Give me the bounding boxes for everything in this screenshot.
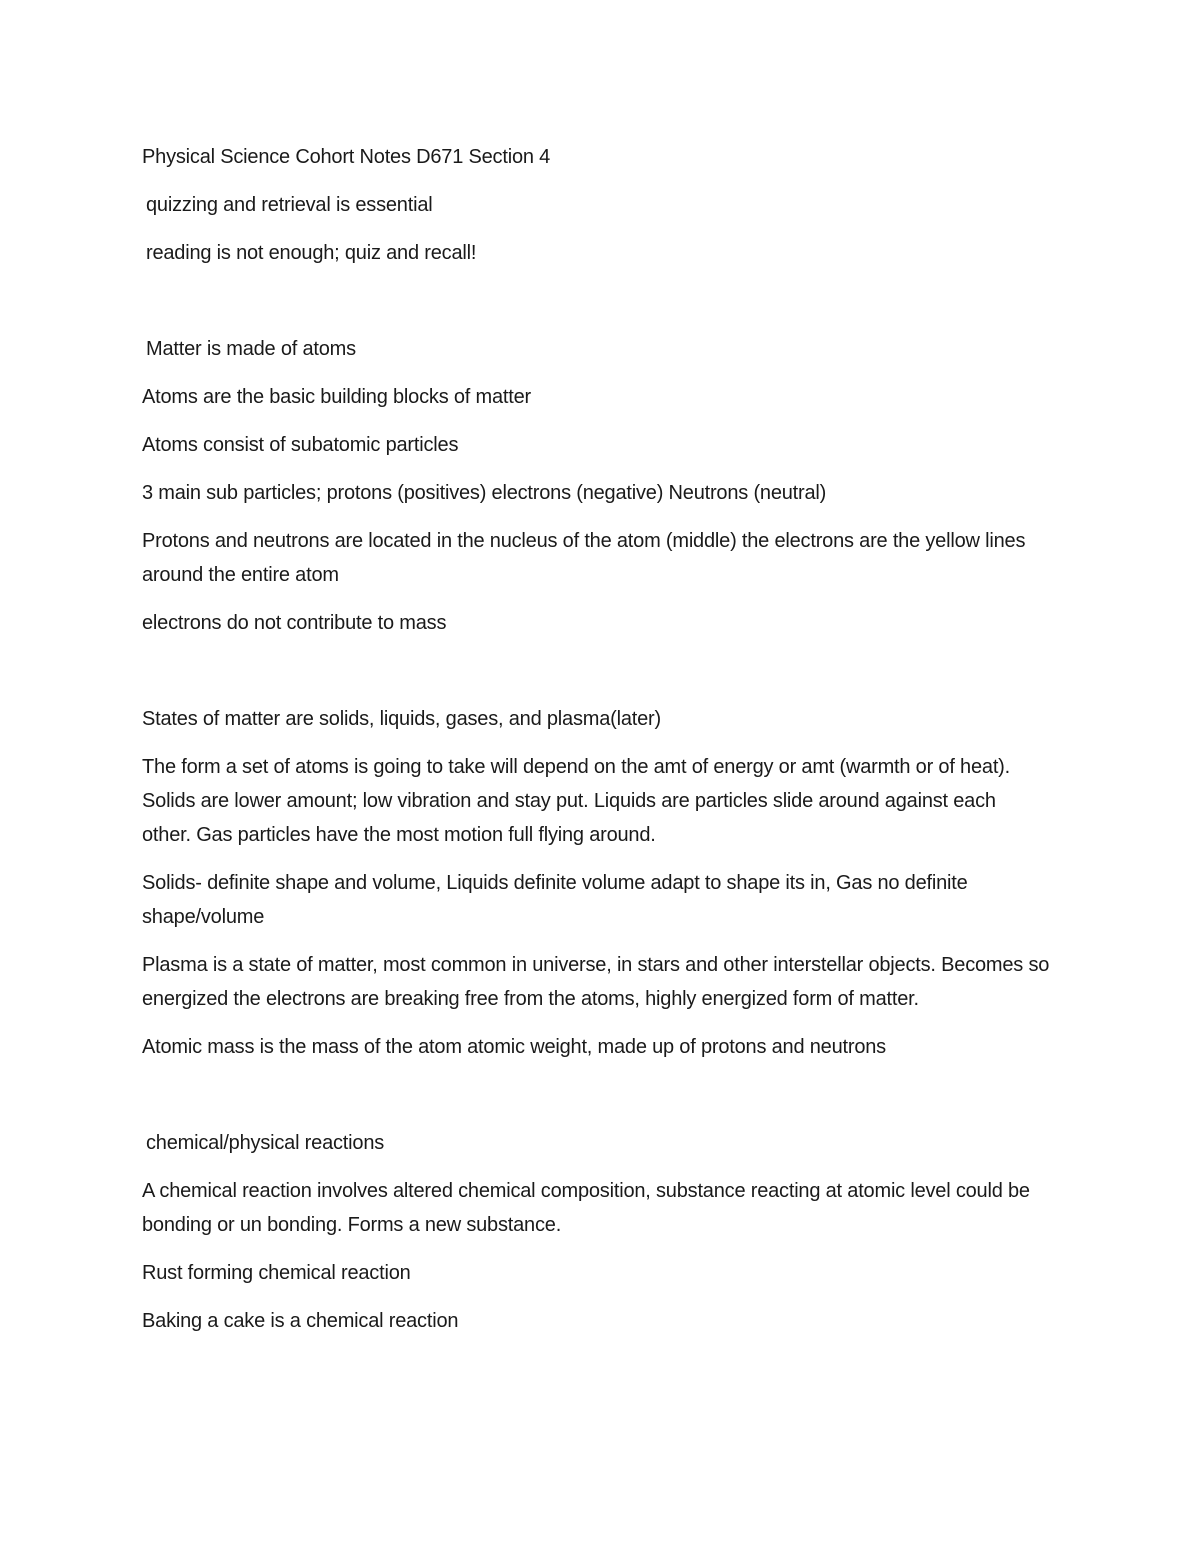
blank-line [142, 1078, 1050, 1126]
blank-line [142, 654, 1050, 702]
section-heading-matter: Matter is made of atoms [146, 338, 356, 360]
document-title: Physical Science Cohort Notes D671 Section 4 [142, 146, 551, 168]
note-line: Atoms are the basic building blocks of matter [142, 386, 531, 408]
note-line: Atoms consist of subatomic particles [142, 434, 459, 456]
note-paragraph: Protons and neutrons are located in the nucleus of the atom (middle) the electrons are the yellow lines around the entire atom [142, 530, 1026, 586]
note-paragraph: A chemical reaction involves altered chemical composition, substance reacting at atomic level could be bonding or un bonding. Forms a new substance. [142, 1180, 1030, 1236]
section-heading-states: States of matter are solids, liquids, gases, and plasma(later) [142, 708, 661, 730]
note-paragraph: The form a set of atoms is going to take will depend on the amt of energy or amt (warmth or of heat). Solids are lower amount; low vibration and stay put. Liquids are particles slide around against each other. Gas particles have the most motion full flying around. [142, 756, 1011, 846]
note-paragraph: Plasma is a state of matter, most common in universe, in stars and other interstellar objects. Becomes so energized the electrons are breaking free from the atoms, highly energized form of matter. [142, 954, 1050, 1010]
note-line: 3 main sub particles; protons (positives) electrons (negative) Neutrons (neutral) [142, 482, 827, 504]
note-line: Atomic mass is the mass of the atom atomic weight, made up of protons and neutrons [142, 1036, 886, 1058]
note-paragraph: Solids- definite shape and volume, Liquids definite volume adapt to shape its in, Gas no definite shape/volume [142, 872, 968, 928]
note-line: quizzing and retrieval is essential [146, 194, 433, 216]
section-heading-reactions: chemical/physical reactions [146, 1132, 385, 1154]
note-line: Baking a cake is a chemical reaction [142, 1310, 459, 1332]
blank-line [142, 284, 1050, 332]
note-line: electrons do not contribute to mass [142, 612, 447, 634]
note-line: Rust forming chemical reaction [142, 1262, 411, 1284]
note-line: reading is not enough; quiz and recall! [146, 242, 477, 264]
